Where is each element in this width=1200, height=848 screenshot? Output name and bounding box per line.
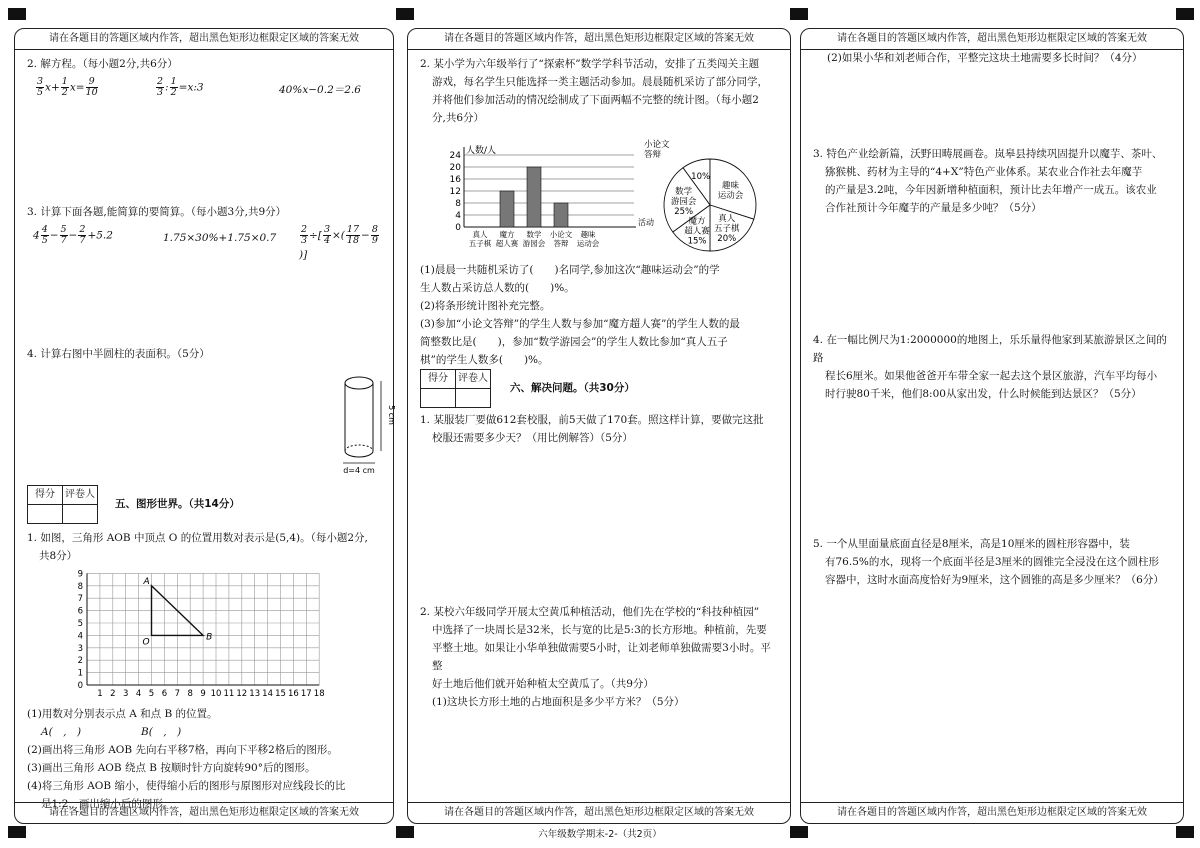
- x-tick-label: 15: [275, 689, 286, 699]
- x-tick-label: 9: [200, 689, 206, 699]
- question-line: 程长6厘米。如果他爸爸开车带全家一起去这个景区旅游，汽车平均每小: [825, 370, 1158, 382]
- x-tick-label: 10: [210, 689, 222, 699]
- pie-label: 真人: [718, 214, 736, 225]
- question-line: 3. 特色产业绘新篇，沃野田畴展画卷。岚皋县持续巩固提升以魔芋、茶叶、: [813, 148, 1163, 160]
- statistics-subquestions: [420, 261, 780, 369]
- question-line: 的产量是3.2吨，今年因新增种植面积，预计比去年增产一成五。该农业: [825, 184, 1157, 196]
- answer-column-1: [14, 28, 394, 824]
- y-tick-label: 3: [77, 643, 83, 654]
- question-line: 2. 某小学为六年级举行了“探索杯”数学学科节活动，安排了五类闯关主题: [420, 58, 760, 70]
- question-title: 2. 解方程。（每小题2分,共6分）: [27, 58, 178, 70]
- y-tick-label: 9: [77, 569, 83, 580]
- score-label: 得分: [28, 486, 63, 505]
- question-line: 分,共6分）: [432, 112, 485, 124]
- x-tick-label: 2: [110, 689, 116, 699]
- category-label: 真人: [472, 230, 488, 239]
- grader-cell[interactable]: [63, 505, 98, 524]
- grader-label: 评卷人: [63, 486, 98, 505]
- x-tick-label: 14: [262, 689, 274, 699]
- category-label: 趣味: [580, 230, 596, 239]
- grader-label: 评卷人: [456, 370, 491, 389]
- question-line: 中选择了一块周长是32米，长与宽的比是5:3的长方形地。种植前，先要: [432, 624, 767, 636]
- question-title: 4. 计算右图中半圆柱的表面积。（5分）: [27, 348, 210, 360]
- problem-cylinder-cone: [813, 535, 1173, 589]
- question-line: 1. 某服装厂要做612套校服，前5天做了170套。照这样计算，要做完这批: [420, 414, 764, 426]
- x-tick-label: 3: [122, 689, 129, 699]
- point-a-label: A: [143, 576, 150, 587]
- question-line: 容器中，这时水面高度恰好为9厘米，这个圆锥的高是多少厘米？（6分）: [825, 574, 1164, 586]
- y-tick-label: 2: [77, 656, 83, 667]
- question-line: 校服还需要多少天？（用比例解答）（5分）: [432, 432, 633, 444]
- pie-label: 魔方: [688, 216, 706, 227]
- category-label: 运动会: [576, 239, 600, 248]
- question-half-cylinder: [27, 345, 383, 363]
- x-tick-label: 17: [300, 689, 312, 699]
- subquestion-3-cont: 简整数比是( )，参加“数学游园会”的学生人数比参加“真人五子: [420, 336, 728, 348]
- subquestion-2: [813, 49, 1173, 67]
- expression-1: 4 $\frac{4}{5}$ − $\frac{5}{7}$ − $\frac{2}{7}$ +5.2: [33, 224, 113, 246]
- column-banner: 请在各题目的答题区域内作答，超出黑色矩形边框限定区域的答案无效: [801, 29, 1183, 50]
- question-line: 2. 某校六年级同学开展太空黄瓜种植活动，他们先在学校的“科技种植园”: [420, 606, 760, 618]
- category-label: 超人赛: [495, 239, 519, 248]
- score-cell[interactable]: [28, 505, 63, 524]
- point-b-label: B: [206, 632, 213, 643]
- section-title: 六、解决问题。（共30分）: [510, 382, 635, 394]
- y-tick-label: 8: [455, 199, 461, 209]
- column-banner: 请在各题目的答题区域内作答，超出黑色矩形边框限定区域的答案无效: [15, 29, 393, 50]
- question-line: 共8分）: [39, 550, 78, 562]
- pie-outside-label: 答辩: [644, 150, 662, 160]
- question-line: (2)如果小华和刘老师合作，平整完这块土地需要多长时间？（4分）: [827, 52, 1143, 64]
- bar-1: [500, 191, 514, 227]
- height-label: 5 cm: [387, 405, 396, 425]
- x-tick-label: 1: [97, 689, 103, 699]
- subquestion-4-cont: 是1:2，画出缩小后的图形。: [41, 798, 174, 810]
- score-box: [420, 369, 491, 408]
- x-tick-label: 7: [174, 689, 181, 699]
- problem-map-scale: [813, 331, 1173, 403]
- y-tick-label: 5: [77, 619, 83, 629]
- subquestion-2: (2)画出将三角形 AOB 先向右平移7格，再向下平移2格后的图形。: [27, 744, 338, 756]
- subquestion-3: (3)画出三角形 AOB 绕点 B 按顺时针方向旋转90°后的图形。: [27, 762, 316, 774]
- y-tick-label: 7: [77, 594, 83, 605]
- column-banner: 请在各题目的答题区域内作答，超出黑色矩形边框限定区域的答案无效: [408, 29, 790, 50]
- category-label: 魔方: [499, 230, 515, 239]
- point-b-answer[interactable]: B( , ): [141, 726, 182, 738]
- subquestion-4: (4)将三角形 AOB 缩小，使得缩小后的图形与原图形对应线段长的比: [27, 780, 346, 792]
- y-tick-label: 24: [449, 151, 461, 161]
- pie-label: 超人赛: [684, 226, 710, 237]
- question-line: 合作社预计今年魔芋的产量是多少吨？（5分）: [825, 202, 1042, 214]
- question-line: 猕猴桃、药材为主导的“4+X”特色产业体系。某农业合作社去年魔芋: [825, 166, 1143, 178]
- pie-label: 趣味: [721, 181, 739, 192]
- subquestion-1: (1)用数对分别表示点 A 和点 B 的位置。: [27, 708, 218, 720]
- problem-uniforms: [420, 411, 780, 447]
- coordinate-grid: [77, 565, 367, 699]
- problem-cucumber: [420, 603, 780, 711]
- subquestion-1: (1)这块长方形土地的占地面积是多少平方米？（5分）: [432, 696, 685, 708]
- question-subparts: [27, 705, 383, 813]
- question-line: 5. 一个从里面量底面直径是8厘米，高是10厘米的圆柱形容器中，装: [813, 538, 1130, 550]
- y-tick-label: 1: [77, 668, 83, 679]
- equation-1: $\frac{3}{5}$ x+ $\frac{1}{2}$ x= $\frac{9}{10}$: [37, 76, 98, 98]
- pie-label: 数学: [675, 186, 693, 197]
- grader-cell[interactable]: [456, 389, 491, 408]
- registration-mark: [1176, 8, 1194, 20]
- point-o-label: O: [142, 637, 150, 648]
- question-line: 并将他们参加活动的情况绘制成了下面两幅不完整的统计图。（每小题2: [432, 94, 759, 106]
- registration-mark: [396, 8, 414, 20]
- y-tick-label: 4: [455, 211, 461, 221]
- question-equations: [27, 55, 383, 103]
- question-line: 4. 在一幅比例尺为1:2000000的地图上，乐乐量得他家到某旅游景区之间的路: [813, 334, 1167, 364]
- score-box: [27, 485, 98, 524]
- y-tick-label: 20: [449, 163, 461, 173]
- subquestion-3-cont: 棋”的学生人数多( )%。: [420, 354, 549, 366]
- equation-2: $\frac{2}{3}$ : $\frac{1}{2}$ =x:3: [157, 76, 204, 98]
- registration-mark: [8, 8, 26, 20]
- half-cylinder-figure: [327, 367, 396, 477]
- question-line: 平整土地。如果让小华单独做需要5小时，让刘老师单独做需要3小时。平整: [432, 642, 771, 672]
- column-banner: 请在各题目的答题区域内作答，超出黑色矩形边框限定区域的答案无效: [408, 802, 790, 823]
- question-line: 好土地后他们就开始种植太空黄瓜了。（共9分）: [432, 678, 654, 690]
- y-tick-label: 4: [77, 631, 83, 642]
- y-axis-label: 人数/人: [466, 146, 497, 156]
- subquestion-1: (1)晨晨一共随机采访了( )名同学,参加这次“趣味运动会”的学: [420, 264, 720, 276]
- diameter-label: d=4 cm: [343, 466, 375, 475]
- category-label: 五子棋: [468, 239, 492, 248]
- page-number: 六年级数学期末-2-（共2页）: [538, 829, 662, 840]
- category-label: 数学: [526, 230, 542, 239]
- score-label: 得分: [421, 370, 456, 389]
- question-calculate: [27, 203, 383, 261]
- score-cell[interactable]: [421, 389, 456, 408]
- y-tick-label: 12: [449, 187, 461, 197]
- x-axis-label: 活动: [638, 218, 654, 227]
- subquestion-2: (2)将条形统计图补充完整。: [420, 300, 551, 312]
- x-tick-label: 12: [236, 689, 248, 699]
- y-tick-label: 6: [77, 606, 83, 617]
- category-label: 答辩: [553, 239, 569, 248]
- x-tick-label: 13: [249, 689, 261, 699]
- answer-blanks: [27, 723, 383, 741]
- bar-2: [527, 167, 541, 227]
- pie-label: 20%: [717, 234, 737, 245]
- y-tick-label: 16: [449, 175, 461, 185]
- x-tick-label: 11: [223, 689, 235, 699]
- pie-label: 15%: [687, 236, 707, 247]
- y-tick-label: 0: [455, 223, 461, 233]
- x-tick-label: 18: [313, 689, 325, 699]
- x-tick-label: 5: [148, 689, 155, 699]
- pie-outside-label: 小论文: [644, 140, 670, 150]
- pie-label: 游园会: [670, 196, 697, 207]
- question-line: 游戏，每名学生只能选择一类主题活动参加。晨晨随机采访了部分同学，: [432, 76, 768, 88]
- point-a-answer[interactable]: A( , ): [41, 726, 82, 738]
- pie-label: 五子棋: [714, 224, 740, 235]
- expression-3: $\frac{2}{3}$ ÷[ $\frac{3}{4}$ ×( $\frac{17}{18}$ − $\frac{8}{9}$ )]: [299, 224, 378, 261]
- x-tick-label: 16: [287, 689, 299, 699]
- question-title: 3. 计算下面各题,能简算的要简算。（每小题3分,共9分）: [27, 206, 287, 218]
- column-banner: 请在各题目的答题区域内作答，超出黑色矩形边框限定区域的答案无效: [801, 802, 1183, 823]
- expression-2: 1.75×30%+1.75×0.7: [163, 232, 277, 244]
- question-line: 有76.5%的水，现将一个底面半径是3厘米的圆锥完全浸没在这个圆柱形: [825, 556, 1160, 568]
- bar-3: [554, 203, 568, 227]
- x-tick-label: 4: [135, 689, 142, 699]
- answer-column-3: [800, 28, 1184, 824]
- subquestion-3: (3)参加“小论文答辩”的学生人数与参加“魔方超人赛”的学生人数的最: [420, 318, 740, 330]
- question-line: 1. 如图，三角形 AOB 中顶点 O 的位置用数对表示是(5,4)。（每小题2分,: [27, 532, 368, 544]
- question-line: 时行驶80千米，他们8:00从家出发，什么时候能到达景区？（5分）: [825, 388, 1142, 400]
- pie-label: 运动会: [717, 191, 744, 202]
- registration-mark: [790, 8, 808, 20]
- section-title: 五、图形世界。（共14分）: [115, 498, 240, 510]
- pie-label: 25%: [674, 206, 694, 217]
- pie-chart: [640, 135, 770, 257]
- question-statistics: [420, 55, 780, 127]
- category-label: 小论文: [549, 230, 573, 239]
- question-triangle-grid: [27, 529, 383, 565]
- answer-column-2: [407, 28, 791, 824]
- problem-konjac: [813, 145, 1173, 217]
- pie-label: 10%: [691, 172, 711, 183]
- y-tick-label: 8: [77, 581, 83, 592]
- x-tick-label: 8: [187, 689, 193, 699]
- equation-3: 40%x−0.2＝2.6: [279, 84, 361, 96]
- subquestion-1-cont: 生人数占采访总人数的( )%。: [420, 282, 575, 294]
- bar-chart: [434, 139, 652, 257]
- category-label: 游园会: [522, 239, 546, 248]
- x-tick-label: 6: [161, 689, 168, 699]
- column-banner: 请在各题目的答题区域内作答，超出黑色矩形边框限定区域的答案无效: [15, 802, 393, 823]
- origin-label: 0: [77, 681, 83, 691]
